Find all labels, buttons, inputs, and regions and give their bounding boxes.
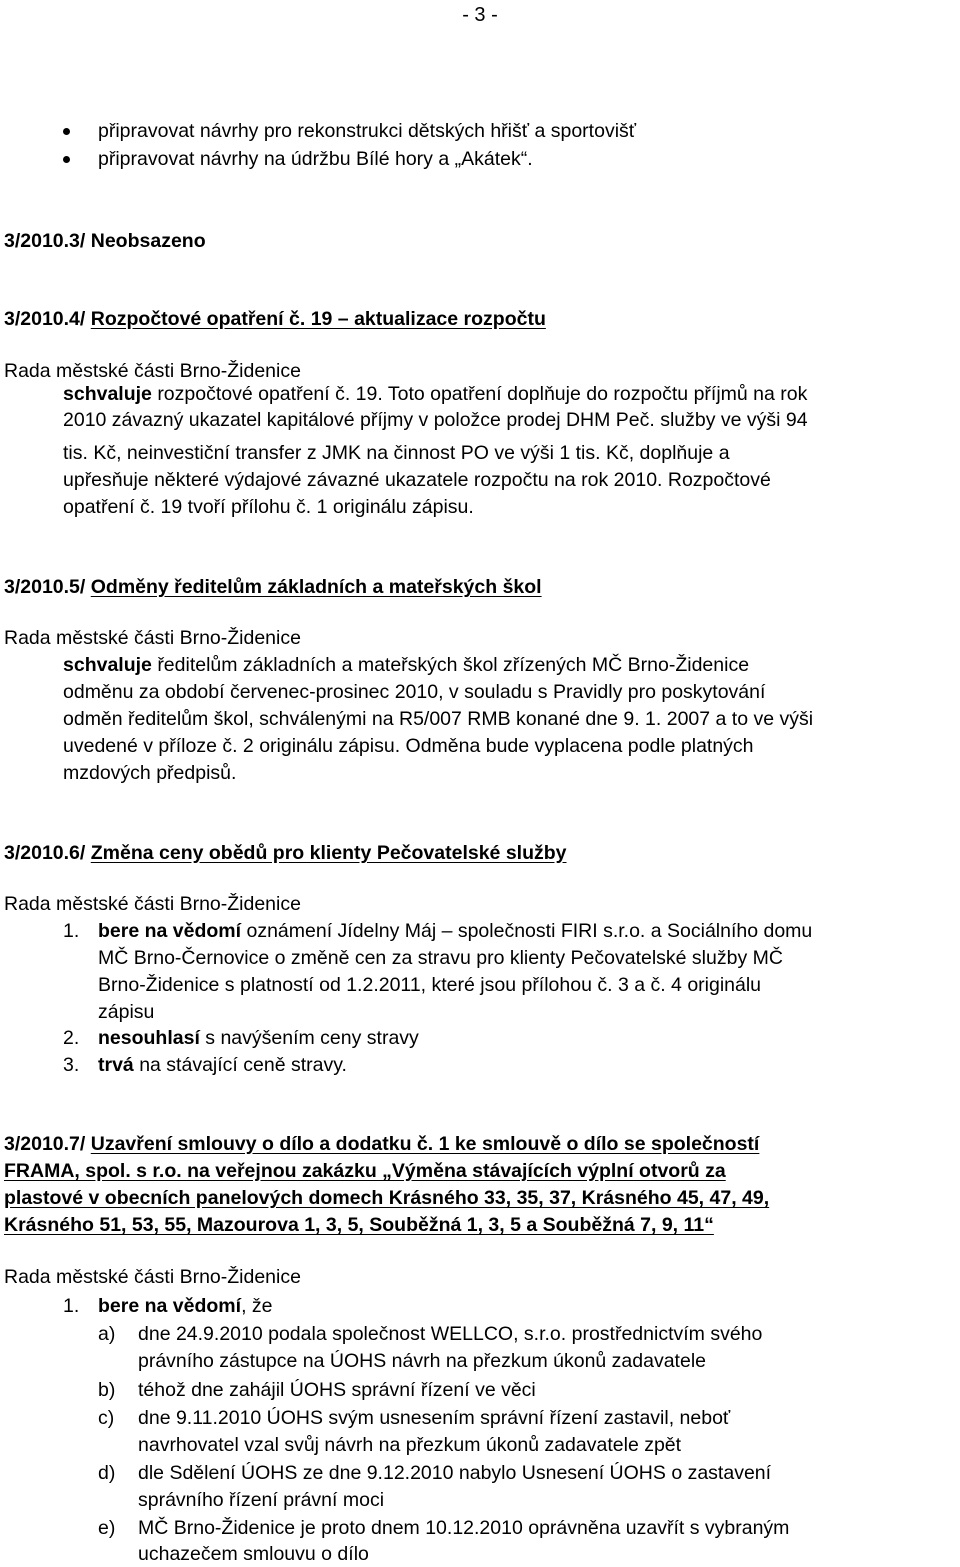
paragraph-line: téhož dne zahájil ÚOHS správní řízení ve věci [138,1379,536,1401]
text-span: , že [241,1295,273,1317]
section-number: 3/2010.4/ [4,308,86,330]
item-number: 2. [63,1027,80,1049]
paragraph-line: 2010 závazný ukazatel kapitálové příjmy v položce prodej DHM Peč. služby ve výši 94 [63,409,808,431]
bullet-item: připravovat návrhy na údržbu Bílé hory a „Akátek“. [98,148,533,170]
sub-item-marker: d) [98,1462,116,1484]
section-title: Uzavření smlouvy o dílo a dodatku č. 1 ke smlouvě o dílo se společností [90,1133,760,1155]
resolution-verb: nesouhlasí [98,1027,200,1049]
paragraph-line [98,1025,419,1051]
paragraph-line: upřesňuje některé výdajové závazné ukazatele rozpočtu na rok 2010. Rozpočtové [63,469,771,491]
council-name: Rada městské části Brno-Židenice [4,627,301,649]
paragraph-line: správního řízení právní moci [138,1489,385,1511]
paragraph-line: opatření č. 19 tvoří přílohu č. 1 originálu zápisu. [63,496,474,518]
text-span: rozpočtové opatření č. 19. Toto opatření doplňuje do rozpočtu příjmů na rok [157,383,808,405]
section-title: Odměny ředitelům základních a mateřských škol [90,576,542,598]
council-name: Rada městské části Brno-Židenice [4,360,301,382]
section-number: 3/2010.3/ [4,230,86,252]
section-title: Změna ceny obědů pro klienty Pečovatelské služby [90,842,567,864]
text-span: oznámení Jídelny Máj – společnosti FIRI s.r.o. a Sociálního domu [246,920,813,942]
paragraph-line [63,652,749,678]
page-number: - 3 - [462,4,498,26]
item-number: 1. [63,920,80,942]
bullet-item: připravovat návrhy pro rekonstrukci dětských hřišť a sportovišť [98,120,637,142]
section-title-line: FRAMA, spol. s r.o. na veřejnou zakázku „Výměna stávajících výplní otvorů za [4,1160,726,1182]
paragraph-line: zápisu [98,1001,155,1023]
item-number: 1. [63,1295,80,1317]
paragraph-line: Brno-Židenice s platností od 1.2.2011, které jsou přílohou č. 3 a č. 4 originálu [98,974,762,996]
section-title-line: Krásného 51, 53, 55, Mazourova 1, 3, 5, Souběžná 1, 3, 5 a Souběžná 7, 9, 11“ [4,1214,714,1236]
paragraph-line: dle Sdělení ÚOHS ze dne 9.12.2010 nabylo Usnesení ÚOHS o zastavení [138,1462,772,1484]
resolution-verb: bere na vědomí [98,920,242,942]
paragraph-line [98,918,812,944]
section-title-line: plastové v obecních panelových domech Krásného 33, 35, 37, Krásného 45, 47, 49, [4,1187,770,1209]
section-heading [4,228,206,254]
section-heading [4,1131,759,1157]
paragraph-line: navrhovatel vzal svůj návrh na přezkum úkonů zadavatele zpět [138,1434,682,1456]
paragraph-line: uchazečem smlouvu o dílo [138,1543,369,1565]
resolution-verb: schvaluje [63,654,152,676]
text-span: s navýšením ceny stravy [205,1027,419,1049]
text-span: na stávající ceně stravy. [139,1054,347,1076]
item-number: 3. [63,1054,80,1076]
section-heading [4,306,546,332]
section-title: Neobsazeno [90,230,206,252]
paragraph-line [98,1293,273,1319]
sub-item-marker: e) [98,1517,116,1539]
sub-item-marker: b) [98,1379,116,1401]
paragraph-line: MČ Brno-Židenice je proto dnem 10.12.2010 oprávněna uzavřít s vybraným [138,1517,790,1539]
paragraph-line: mzdových předpisů. [63,762,237,784]
paragraph-line: odměn ředitelům škol, schválenými na R5/007 RMB konané dne 9. 1. 2007 a to ve výši [63,708,814,730]
bullet-dot [63,156,70,163]
paragraph-line [98,1052,347,1078]
paragraph-line: tis. Kč, neinvestiční transfer z JMK na činnost PO ve výši 1 tis. Kč, doplňuje a [63,442,730,464]
section-number: 3/2010.7/ [4,1133,86,1155]
sub-item-marker: c) [98,1407,115,1429]
council-name: Rada městské části Brno-Židenice [4,893,301,915]
section-number: 3/2010.5/ [4,576,86,598]
paragraph-line [63,381,953,407]
text-span: ředitelům základních a mateřských škol zřízených MČ Brno-Židenice [157,654,750,676]
council-name: Rada městské části Brno-Židenice [4,1266,301,1288]
resolution-verb: trvá [98,1054,134,1076]
section-heading [4,840,567,866]
paragraph-line: MČ Brno-Černovice o změně cen za stravu pro klienty Pečovatelské služby MČ [98,947,783,969]
paragraph-line: dne 24.9.2010 podala společnost WELLCO, s.r.o. prostřednictvím svého [138,1323,763,1345]
paragraph-line: odměnu za období červenec-prosinec 2010, v souladu s Pravidly pro poskytování [63,681,766,703]
paragraph-line: právního zástupce na ÚOHS návrh na přezkum úkonů zadavatele [138,1350,706,1372]
resolution-verb: schvaluje [63,383,152,405]
section-title: Rozpočtové opatření č. 19 – aktualizace rozpočtu [90,308,546,330]
paragraph-line: dne 9.11.2010 ÚOHS svým usnesením správní řízení zastavil, neboť [138,1407,731,1429]
sub-item-marker: a) [98,1323,116,1345]
section-heading [4,574,542,600]
paragraph-line: uvedené v příloze č. 2 originálu zápisu. Odměna bude vyplacena podle platných [63,735,754,757]
resolution-verb: bere na vědomí [98,1295,242,1317]
section-number: 3/2010.6/ [4,842,86,864]
bullet-dot [63,128,70,135]
